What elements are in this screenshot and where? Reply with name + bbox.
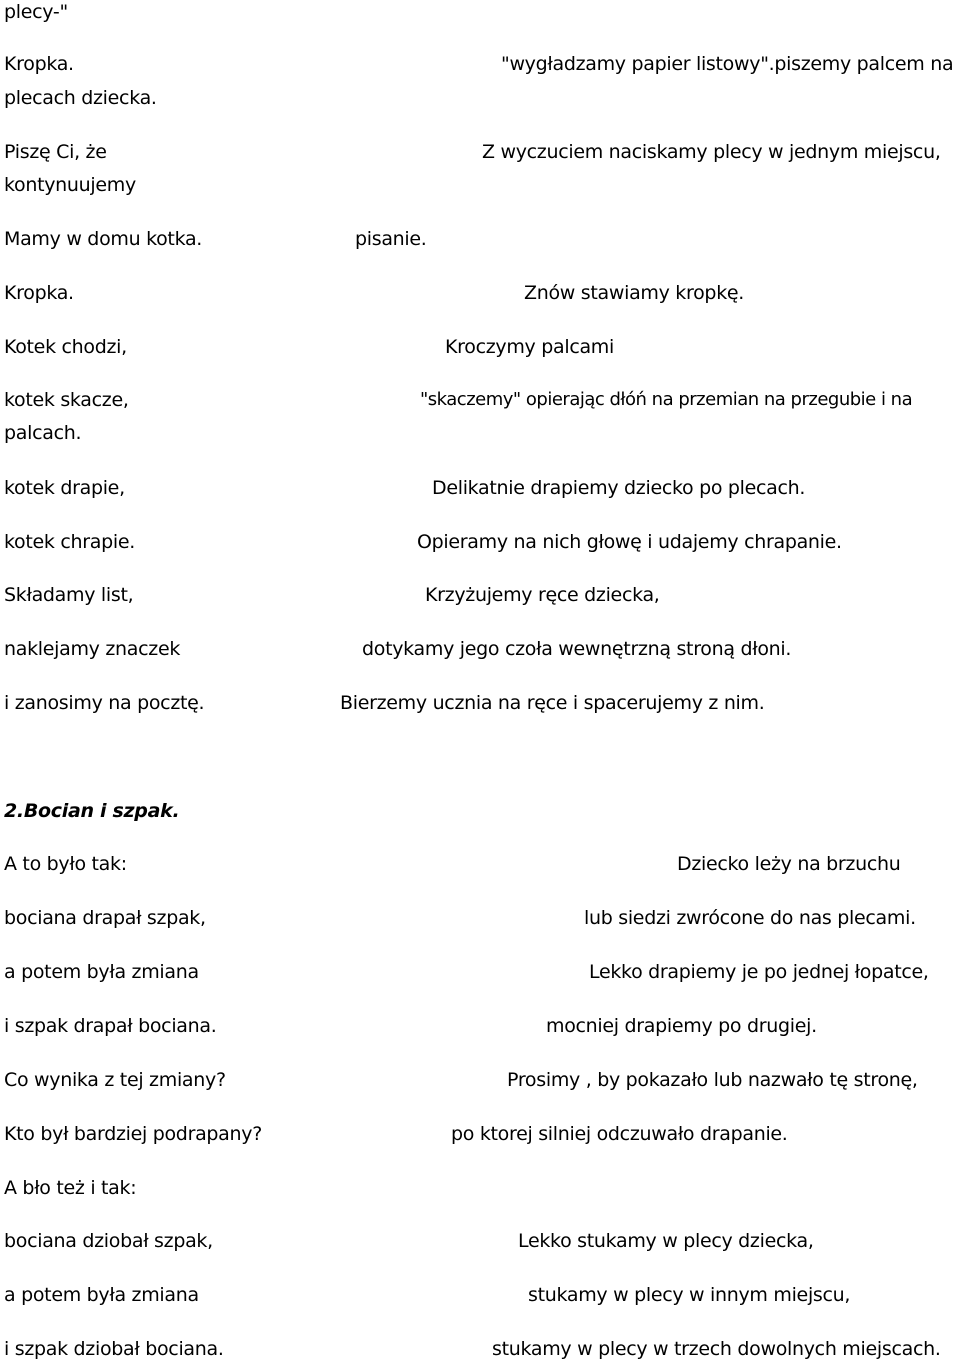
text-line: Prosimy , by pokazało lub nazwało tę stronę, [507,1069,918,1091]
text-line: Lekko stukamy w plecy dziecka, [518,1230,814,1252]
text-line: kontynuujemy [4,174,136,196]
text-line: palcach. [4,422,82,444]
text-line: "wygładzamy papier listowy".piszemy palcem na [501,53,954,75]
text-line: Lekko drapiemy je po jednej łopatce, [589,961,929,983]
text-line: kotek skacze, [4,389,129,411]
text-line: plecach dziecka. [4,87,157,109]
text-line: stukamy w plecy w innym miejscu, [528,1284,851,1306]
text-line: A bło też i tak: [4,1177,137,1199]
text-line: Dziecko leży na brzuchu [677,853,901,875]
text-line: Kropka. [4,282,74,304]
text-line: Piszę Ci, że [4,141,107,163]
text-line: Znów stawiamy kropkę. [524,282,745,304]
text-line: Z wyczuciem naciskamy plecy w jednym miejscu, [482,141,941,163]
text-line: Co wynika z tej zmiany? [4,1069,226,1091]
text-line: stukamy w plecy w trzech dowolnych miejscach. [492,1338,941,1360]
text-line: pisanie. [355,228,427,250]
text-line: Mamy w domu kotka. [4,228,203,250]
text-line: A to było tak: [4,853,127,875]
text-line: Opieramy na nich głowę i udajemy chrapanie. [417,531,842,553]
text-line: lub siedzi zwrócone do nas plecami. [584,907,916,929]
text-line: Krzyżujemy ręce dziecka, [425,584,660,606]
text-line: po ktorej silniej odczuwało drapanie. [451,1123,788,1145]
text-line: Kto był bardziej podrapany? [4,1123,262,1145]
text-line: a potem była zmiana [4,961,199,983]
text-line: Kroczymy palcami [445,336,614,358]
text-line: i szpak drapał bociana. [4,1015,217,1037]
text-line: i szpak dziobał bociana. [4,1338,224,1360]
text-line: plecy-" [4,1,68,23]
text-line: i zanosimy na pocztę. [4,692,205,714]
text-line: "skaczemy" opierając dłóń na przemian na przegubie i na [420,389,913,410]
text-line: mocniej drapiemy po drugiej. [546,1015,817,1037]
text-line: kotek chrapie. [4,531,135,553]
text-line: Kotek chodzi, [4,336,127,358]
text-line: bociana dziobał szpak, [4,1230,213,1252]
text-line: Składamy list, [4,584,134,606]
text-line: naklejamy znaczek [4,638,181,660]
text-line: Delikatnie drapiemy dziecko po plecach. [432,477,806,499]
text-line: bociana drapał szpak, [4,907,206,929]
text-line: dotykamy jego czoła wewnętrzną stroną dłoni. [362,638,792,660]
text-line: a potem była zmiana [4,1284,199,1306]
text-line: Kropka. [4,53,74,75]
text-line: kotek drapie, [4,477,125,499]
section-heading: 2.Bocian i szpak. [4,800,180,822]
text-line: Bierzemy ucznia na ręce i spacerujemy z nim. [340,692,765,714]
